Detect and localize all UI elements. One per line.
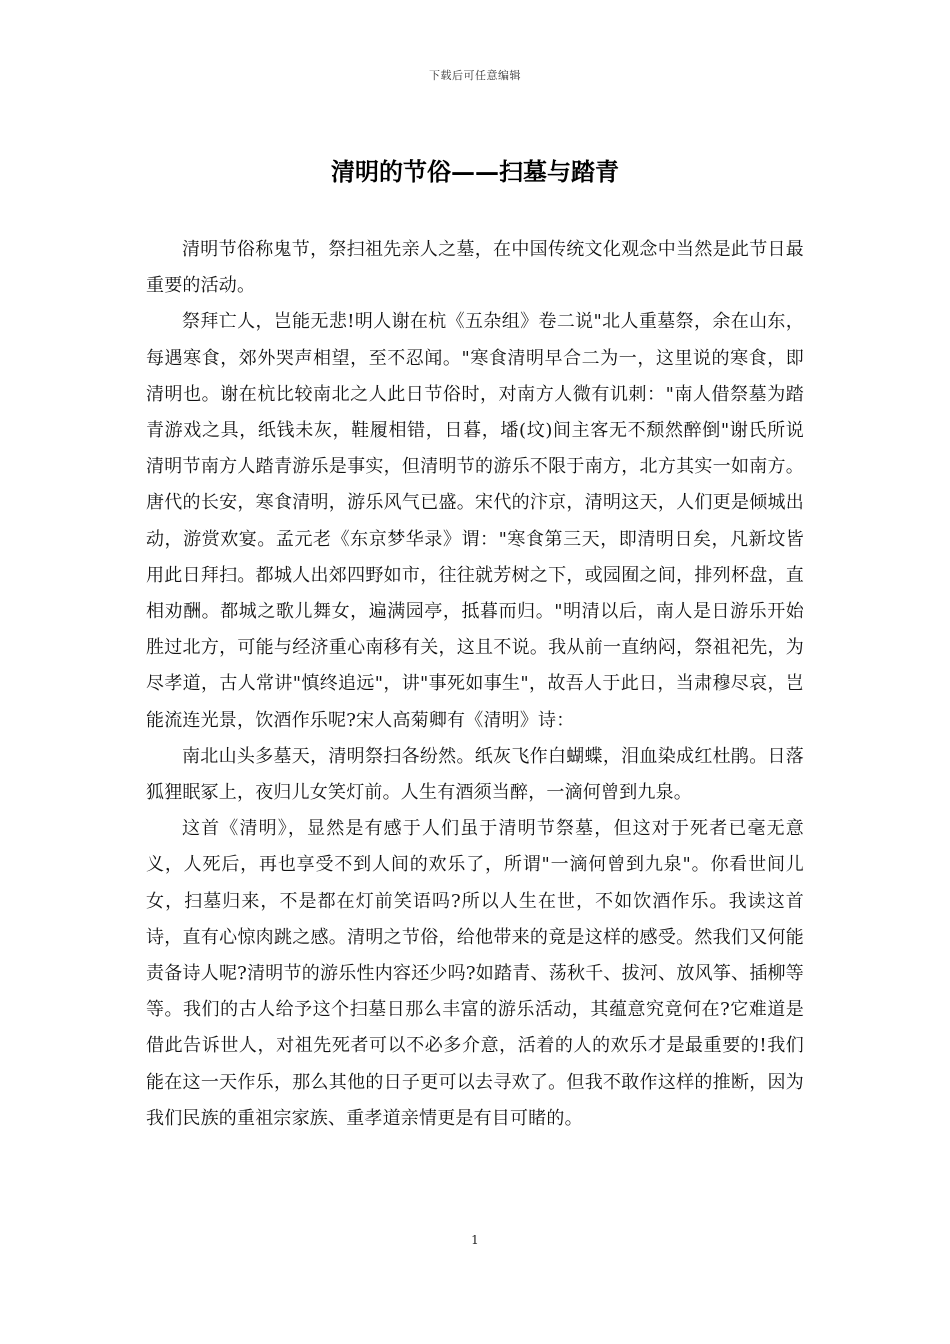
page-number: 1: [471, 1233, 479, 1247]
page-header-note: 下载后可任意编辑: [429, 69, 521, 82]
document-body: [146, 232, 804, 1137]
paragraph-mourning-and-outing: 祭拜亡人，岂能无悲!明人谢在杭《五杂组》卷二说"北人重墓祭，余在山东，每遇寒食，郊外哭声相望，至不忍闻。"寒食清明早合二为一，这里说的寒食，即清明也。谢在杭比较南北之人此日节俗时，对南方人微有讥刺："南人借祭墓为踏青游戏之具，纸钱未灰，鞋履相错，日暮，墦(坟)间主客无不颓然醉倒"谢氏所说清明节南方人踏青游乐是事实，但清明节的游乐不限于南方，北方其实一如南方。唐代的长安，寒食清明，游乐风气已盛。宋代的汴京，清明这天，人们更是倾城出动，游赏欢宴。孟元老《东京梦华录》谓："寒食第三天，即清明日矣，凡新坟皆用此日拜扫。都城人出郊四野如市，往往就芳树之下，或园囿之间，排列杯盘，直相劝酬。都城之歌儿舞女，遍满园亭，抵暮而归。"明清以后，南人是日游乐开始胜过北方，可能与经济重心南移有关，这且不说。我从前一直纳闷，祭祖祀先，为尽孝道，古人常讲"慎终追远"，讲"事死如事生"，故吾人于此日，当肃穆尽哀，岂能流连光景，饮酒作乐呢?宋人高菊卿有《清明》诗：: [146, 311, 804, 731]
paragraph-intro: 清明节俗称鬼节，祭扫祖先亲人之墓，在中国传统文化观念中当然是此节日最重要的活动。: [146, 239, 804, 297]
paragraph-commentary: 这首《清明》，显然是有感于人们虽于清明节祭墓，但这对于死者已毫无意义，人死后，再也享受不到人间的欢乐了，所谓"一滴何曾到九泉"。你看世间儿女，扫墓归来，不是都在灯前笑语吗?所以人生在世，不如饮酒作乐。我读这首诗，直有心惊肉跳之感。清明之节俗，给他带来的竟是这样的感受。然我们又何能责备诗人呢?清明节的游乐性内容还少吗?如踏青、荡秋千、拔河、放风筝、插柳等等。我们的古人给予这个扫墓日那么丰富的游乐活动，其蕴意究竟何在?它难道是借此告诉世人，对祖先死者可以不必多介意，活着的人的欢乐才是最重要的!我们能在这一天作乐，那么其他的日子更可以去寻欢了。但我不敢作这样的推断，因为我们民族的重祖宗家族、重孝道亲情更是有目可睹的。: [146, 818, 804, 1129]
document-title: 清明的节俗——扫墓与踏青: [331, 157, 619, 186]
paragraph-poem: 南北山头多墓天，清明祭扫各纷然。纸灰飞作白蝴蝶，泪血染成红杜鹃。日落狐狸眠冢上，夜归儿女笑灯前。人生有酒须当醉，一滴何曾到九泉。: [146, 745, 804, 804]
